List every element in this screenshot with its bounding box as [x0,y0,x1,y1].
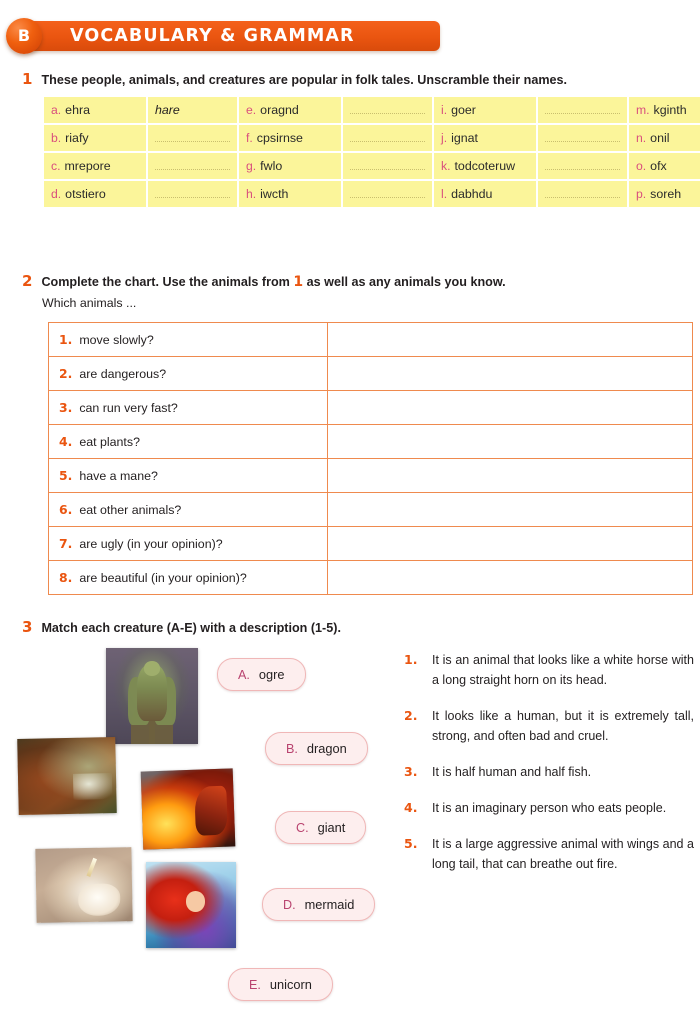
exercise-1-heading [22,70,567,88]
option-letter: C. [296,820,309,835]
scramble-cell [629,181,700,207]
scramble-letter: p. [636,187,647,201]
table-row [44,181,700,207]
table-row [49,425,693,459]
answer-cell[interactable] [148,181,237,207]
exercise-1-instruction: These people, animals, and creatures are popular in folk tales. Unscramble their names. [41,73,568,87]
scramble-word: dabhdu [451,187,493,201]
creature-option-e[interactable] [228,968,333,1001]
answer-dotted-line [155,160,230,170]
answer-dotted-line [155,188,230,198]
question-number: 8. [59,570,73,585]
description-number: 2. [404,708,418,723]
scramble-letter: g. [246,159,257,173]
scramble-word: ehra [65,103,90,117]
scramble-letter: h. [246,187,257,201]
answer-dotted-line [545,132,620,142]
scramble-word: goer [451,103,476,117]
answer-cell[interactable] [343,97,432,123]
answer-cell[interactable] [343,125,432,151]
scramble-cell [239,125,341,151]
scramble-word: onil [650,131,670,145]
answer-dotted-line [350,160,425,170]
question-text: eat plants? [79,435,140,449]
list-item[interactable] [404,706,694,746]
description-text: It looks like a human, but it is extremely tall, strong, and often bad and cruel. [432,709,694,743]
question-text: are dangerous? [79,367,167,381]
scramble-cell [239,97,341,123]
exercise-2-heading [22,272,506,290]
answer-cell[interactable] [328,459,693,493]
scramble-word: oragnd [260,103,299,117]
question-text: eat other animals? [79,503,182,517]
option-label: ogre [258,667,285,682]
scramble-letter: b. [51,131,62,145]
scramble-word: kginth [653,103,687,117]
mermaid-photo [146,862,236,948]
scramble-cell [434,181,536,207]
answer-cell[interactable] [538,153,627,179]
option-letter: B. [286,741,298,756]
question-cell [49,323,328,357]
question-cell [49,561,328,595]
scramble-cell [434,97,536,123]
scramble-letter: j. [441,131,448,145]
option-label: dragon [306,741,347,756]
scramble-cell [434,153,536,179]
question-number: 6. [59,502,73,517]
scramble-word: soreh [650,187,682,201]
table-row [44,125,700,151]
scramble-cell [44,125,146,151]
section-header-bar [22,21,440,51]
answer-cell[interactable] [538,97,627,123]
question-cell [49,357,328,391]
answer-cell[interactable] [148,153,237,179]
answer-cell[interactable] [328,391,693,425]
scramble-word: iwcth [260,187,289,201]
question-cell [49,527,328,561]
animals-chart-body [49,323,693,595]
creature-option-c[interactable] [275,811,366,844]
answer-dotted-line [350,188,425,198]
table-row [44,97,700,123]
table-row [49,357,693,391]
answer-cell[interactable] [343,153,432,179]
exercise-2-subheading: Which animals ... [42,296,137,310]
option-label: mermaid [304,897,355,912]
question-number: 5. [59,468,73,483]
scramble-word: riafy [65,131,89,145]
scramble-letter: f. [246,131,253,145]
answer-dotted-line [155,132,230,142]
exercise-2-instruction-ref: 1 [293,274,304,290]
table-row [44,153,700,179]
scramble-letter: i. [441,103,448,117]
exercise-1-number: 1 [22,70,33,88]
answer-cell[interactable] [538,125,627,151]
description-text: It is a large aggressive animal with wings and a long tail, that can breathe out fire. [432,837,694,871]
description-text: It is an imaginary person who eats people. [432,801,667,815]
scramble-letter: l. [441,187,448,201]
exercise-2-instruction-part2: as well as any animals you know. [306,275,506,289]
creature-option-b[interactable] [265,732,368,765]
answer-dotted-line [350,132,425,142]
unscramble-table-body [44,97,700,207]
table-row [49,561,693,595]
ogre-photo [106,648,198,744]
section-badge-letter: B [17,26,31,46]
unscramble-table [42,95,700,209]
scramble-cell [239,153,341,179]
question-text: are beautiful (in your opinion)? [79,571,247,585]
answer-cell[interactable] [328,357,693,391]
answer-cell[interactable] [328,527,693,561]
scramble-cell [629,97,700,123]
question-cell [49,493,328,527]
description-list [404,650,694,890]
scramble-word: ofx [650,159,667,173]
question-number: 7. [59,536,73,551]
section-badge [6,18,42,54]
creature-option-d[interactable] [262,888,375,921]
question-text: have a mane? [79,469,158,483]
list-item[interactable] [404,798,694,818]
description-number: 5. [404,836,418,851]
scramble-cell [44,153,146,179]
answer-dotted-line [350,104,425,114]
answer-cell[interactable] [328,425,693,459]
exercise-2-number: 2 [22,272,33,290]
scramble-letter: a. [51,103,62,117]
question-number: 4. [59,434,73,449]
answer-cell[interactable] [148,125,237,151]
scramble-cell [44,97,146,123]
table-row [49,323,693,357]
answer-cell[interactable] [328,493,693,527]
scramble-letter: e. [246,103,257,117]
description-number: 1. [404,652,418,667]
question-cell [49,459,328,493]
scramble-word: mrepore [64,159,111,173]
question-text: can run very fast? [79,401,178,415]
scramble-letter: o. [636,159,647,173]
description-number: 3. [404,764,418,779]
table-row [49,391,693,425]
answer-cell[interactable] [328,561,693,595]
creature-option-a[interactable] [217,658,306,691]
option-label: giant [317,820,346,835]
question-cell [49,391,328,425]
question-number: 3. [59,400,73,415]
scramble-letter: k. [441,159,451,173]
option-letter: A. [238,667,250,682]
description-number: 4. [404,800,418,815]
exercise-3-heading [22,618,341,636]
option-letter: E. [249,977,261,992]
scramble-letter: d. [51,187,62,201]
scramble-word: fwlo [260,159,283,173]
dragon-photo [141,768,236,849]
question-number: 2. [59,366,73,381]
question-cell [49,425,328,459]
scramble-cell [629,153,700,179]
answer-text: hare [155,103,180,117]
scramble-word: todcoteruw [454,159,516,173]
answer-dotted-line [545,160,620,170]
answer-cell[interactable] [328,323,693,357]
description-text: It is half human and half fish. [432,765,592,779]
giant-photo [17,737,117,815]
exercise-2-instruction-part1: Complete the chart. Use the animals from [41,275,290,289]
list-item[interactable] [404,834,694,874]
scramble-word: otstiero [65,187,106,201]
answer-dotted-line [545,188,620,198]
scramble-word: cpsirnse [256,131,303,145]
question-text: move slowly? [79,333,154,347]
exercise-3-instruction: Match each creature (A-E) with a description (1-5). [41,621,341,635]
answer-cell[interactable] [538,181,627,207]
table-row [49,493,693,527]
scramble-cell [44,181,146,207]
option-letter: D. [283,897,296,912]
option-label: unicorn [269,977,312,992]
scramble-letter: m. [636,103,650,117]
scramble-letter: n. [636,131,647,145]
scramble-letter: c. [51,159,61,173]
section-header [0,18,440,54]
description-text: It is an animal that looks like a white horse with a long straight horn on its head. [432,653,694,687]
animals-chart-table [48,322,693,595]
answer-dotted-line [545,104,620,114]
scramble-cell [629,125,700,151]
unicorn-photo [35,847,132,923]
exercise-3-number: 3 [22,618,33,636]
answer-cell[interactable] [343,181,432,207]
list-item[interactable] [404,650,694,690]
scramble-cell [239,181,341,207]
list-item[interactable] [404,762,694,782]
answer-cell[interactable] [148,97,237,123]
scramble-word: ignat [451,131,478,145]
table-row [49,459,693,493]
question-number: 1. [59,332,73,347]
table-row [49,527,693,561]
question-text: are ugly (in your opinion)? [79,537,223,551]
section-title: VOCABULARY & GRAMMAR [70,26,355,46]
scramble-cell [434,125,536,151]
